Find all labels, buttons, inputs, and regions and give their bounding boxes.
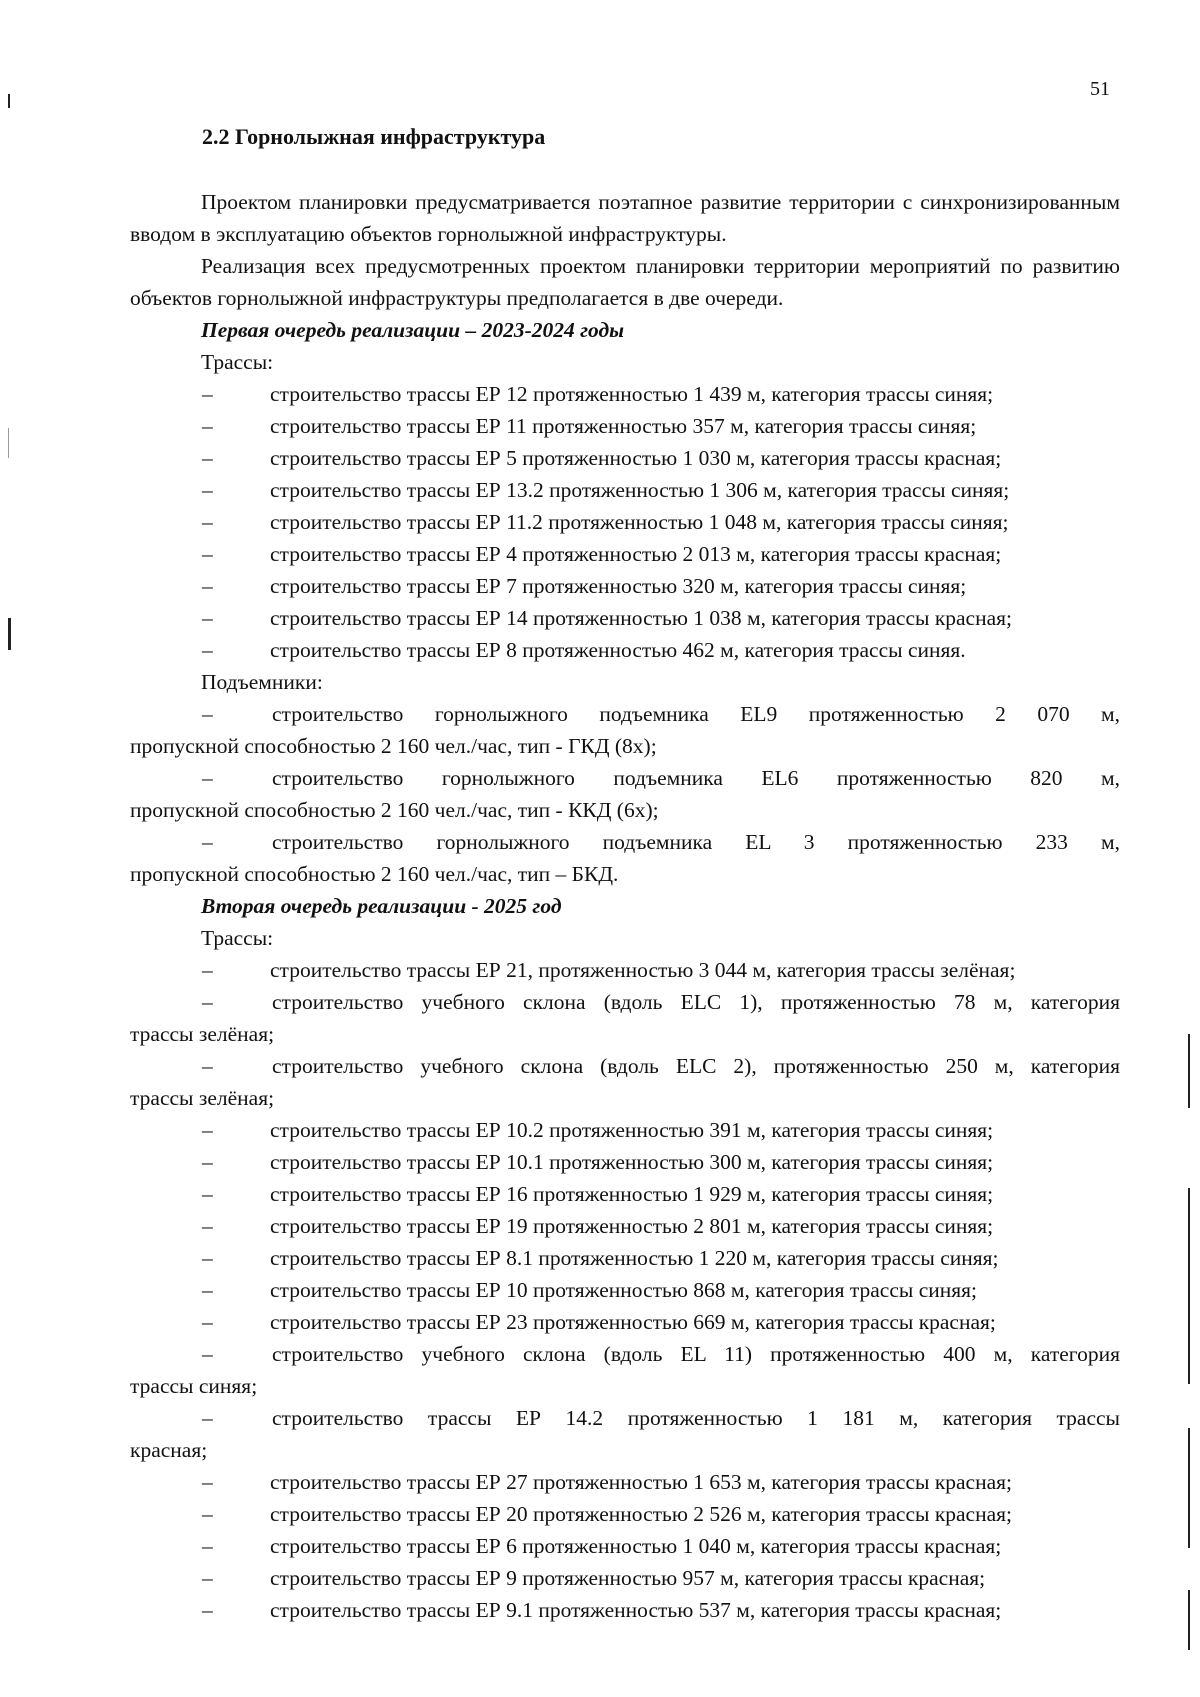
dash-marker: –: [202, 990, 213, 1014]
dash-marker: –: [202, 1246, 213, 1270]
dash-marker: –: [202, 1118, 213, 1142]
list-item: – строительство учебного склона (вдоль EL 11) протяженностью 400 м, категория: [130, 1338, 1120, 1370]
dash-marker: –: [202, 1054, 213, 1078]
scan-mark: [1188, 1188, 1190, 1384]
scan-mark: [8, 94, 10, 108]
scan-mark: [8, 428, 9, 458]
list-item: – строительство трассы ЕР 11 протяженностью 357 м, категория трассы синяя;: [130, 410, 1120, 442]
dash-marker: –: [202, 542, 213, 566]
dash-marker: –: [202, 1150, 213, 1174]
stage2-trails-label: Трассы:: [201, 926, 274, 950]
stage1-heading: Первая очередь реализации – 2023-2024 годы: [201, 318, 625, 342]
dash-marker: –: [202, 1278, 213, 1302]
dash-marker: –: [202, 1534, 213, 1558]
list-item-continuation: трассы зелёная;: [130, 1022, 275, 1046]
scan-mark: [8, 618, 11, 650]
list-item: – строительство трассы ЕР 10.1 протяженностью 300 м, категория трассы синяя;: [130, 1146, 1120, 1178]
list-item: – строительство трассы ЕР 14.2 протяженностью 1 181 м, категория трассы: [130, 1402, 1120, 1434]
intro-paragraph: Проектом планировки предусматривается поэтапное развитие территории с синхронизированным вводом в эксплуатацию объектов горнолыжной инфраструктуры.: [130, 190, 1120, 246]
list-item: – строительство трассы ЕР 14 протяженностью 1 038 м, категория трассы красная;: [130, 602, 1120, 634]
intro-paragraph: Реализация всех предусмотренных проектом планировки территории мероприятий по развитию объектов горнолыжной инфраструктуры предполагается в две очереди.: [130, 254, 1120, 310]
dash-marker: –: [202, 574, 213, 598]
section-title: 2.2 Горнолыжная инфраструктура: [202, 124, 546, 149]
list-item: – строительство трассы ЕР 16 протяженностью 1 929 м, категория трассы синяя;: [130, 1178, 1120, 1210]
page-number: 51: [1090, 78, 1110, 100]
list-item-continuation: пропускной способностью 2 160 чел./час, тип - ГКД (8х);: [130, 734, 657, 758]
scan-mark: [1188, 1428, 1190, 1548]
dash-marker: –: [202, 606, 213, 630]
list-item: – строительство трассы ЕР 6 протяженностью 1 040 м, категория трассы красная;: [130, 1530, 1120, 1562]
dash-marker: –: [202, 510, 213, 534]
list-item: – строительство трассы ЕР 21, протяженностью 3 044 м, категория трассы зелёная;: [130, 954, 1120, 986]
list-item: – строительство трассы ЕР 10.2 протяженностью 391 м, категория трассы синяя;: [130, 1114, 1120, 1146]
dash-marker: –: [202, 638, 213, 662]
dash-marker: –: [202, 1310, 213, 1334]
dash-marker: –: [202, 702, 213, 726]
dash-marker: –: [202, 1502, 213, 1526]
list-item: – строительство трассы ЕР 9.1 протяженностью 537 м, категория трассы красная;: [130, 1594, 1120, 1626]
list-item: – строительство трассы ЕР 5 протяженностью 1 030 м, категория трассы красная;: [130, 442, 1120, 474]
scan-mark: [1188, 1034, 1190, 1108]
stage1-trails-list: [130, 378, 1120, 666]
list-item: – строительство трассы ЕР 20 протяженностью 2 526 м, категория трассы красная;: [130, 1498, 1120, 1530]
list-item: – строительство трассы ЕР 23 протяженностью 669 м, категория трассы красная;: [130, 1306, 1120, 1338]
dash-marker: –: [202, 1214, 213, 1238]
dash-marker: –: [202, 1342, 213, 1366]
list-item-continuation: красная;: [130, 1438, 208, 1462]
list-item: – строительство трассы ЕР 10 протяженностью 868 м, категория трассы синяя;: [130, 1274, 1120, 1306]
list-item-continuation: трассы зелёная;: [130, 1086, 275, 1110]
list-item-continuation: трассы синяя;: [130, 1374, 258, 1398]
dash-marker: –: [202, 414, 213, 438]
stage2-trails-list: [130, 954, 1120, 1626]
list-item: – строительство учебного склона (вдоль ELC 1), протяженностью 78 м, категория: [130, 986, 1120, 1018]
dash-marker: –: [202, 1566, 213, 1590]
list-item: – строительство горнолыжного подъемника EL 3 протяженностью 233 м,: [130, 826, 1120, 858]
list-item: – строительство трассы ЕР 13.2 протяженностью 1 306 м, категория трассы синяя;: [130, 474, 1120, 506]
list-item: – строительство трассы ЕР 12 протяженностью 1 439 м, категория трассы синяя;: [130, 378, 1120, 410]
list-item: – строительство трассы ЕР 9 протяженностью 957 м, категория трассы красная;: [130, 1562, 1120, 1594]
stage1-lifts-label: Подъемники:: [201, 670, 323, 694]
scan-mark: [1188, 1590, 1190, 1650]
list-item: – строительство трассы ЕР 27 протяженностью 1 653 м, категория трассы красная;: [130, 1466, 1120, 1498]
list-item: – строительство трассы ЕР 8 протяженностью 462 м, категория трассы синяя.: [130, 634, 1120, 666]
list-item: – строительство трассы ЕР 7 протяженностью 320 м, категория трассы синяя;: [130, 570, 1120, 602]
dash-marker: –: [202, 766, 213, 790]
list-item-continuation: пропускной способностью 2 160 чел./час, тип - ККД (6х);: [130, 798, 659, 822]
stage2-heading: Вторая очередь реализации - 2025 год: [201, 894, 562, 918]
list-item: – строительство трассы ЕР 4 протяженностью 2 013 м, категория трассы красная;: [130, 538, 1120, 570]
list-item: – строительство трассы ЕР 19 протяженностью 2 801 м, категория трассы синяя;: [130, 1210, 1120, 1242]
dash-marker: –: [202, 1470, 213, 1494]
list-item: – строительство горнолыжного подъемника EL9 протяженностью 2 070 м,: [130, 698, 1120, 730]
dash-marker: –: [202, 1182, 213, 1206]
dash-marker: –: [202, 1406, 213, 1430]
list-item-continuation: пропускной способностью 2 160 чел./час, тип – БКД.: [130, 862, 619, 886]
list-item: – строительство трассы ЕР 11.2 протяженностью 1 048 м, категория трассы синяя;: [130, 506, 1120, 538]
stage1-trails-label: Трассы:: [201, 350, 274, 374]
dash-marker: –: [202, 446, 213, 470]
stage1-lifts-list: [130, 698, 1120, 890]
dash-marker: –: [202, 478, 213, 502]
list-item: – строительство трассы ЕР 8.1 протяженностью 1 220 м, категория трассы синяя;: [130, 1242, 1120, 1274]
list-item: – строительство учебного склона (вдоль ELC 2), протяженностью 250 м, категория: [130, 1050, 1120, 1082]
document-body: [130, 186, 1120, 1626]
dash-marker: –: [202, 830, 213, 854]
dash-marker: –: [202, 958, 213, 982]
list-item: – строительство горнолыжного подъемника EL6 протяженностью 820 м,: [130, 762, 1120, 794]
dash-marker: –: [202, 1598, 213, 1622]
dash-marker: –: [202, 382, 213, 406]
